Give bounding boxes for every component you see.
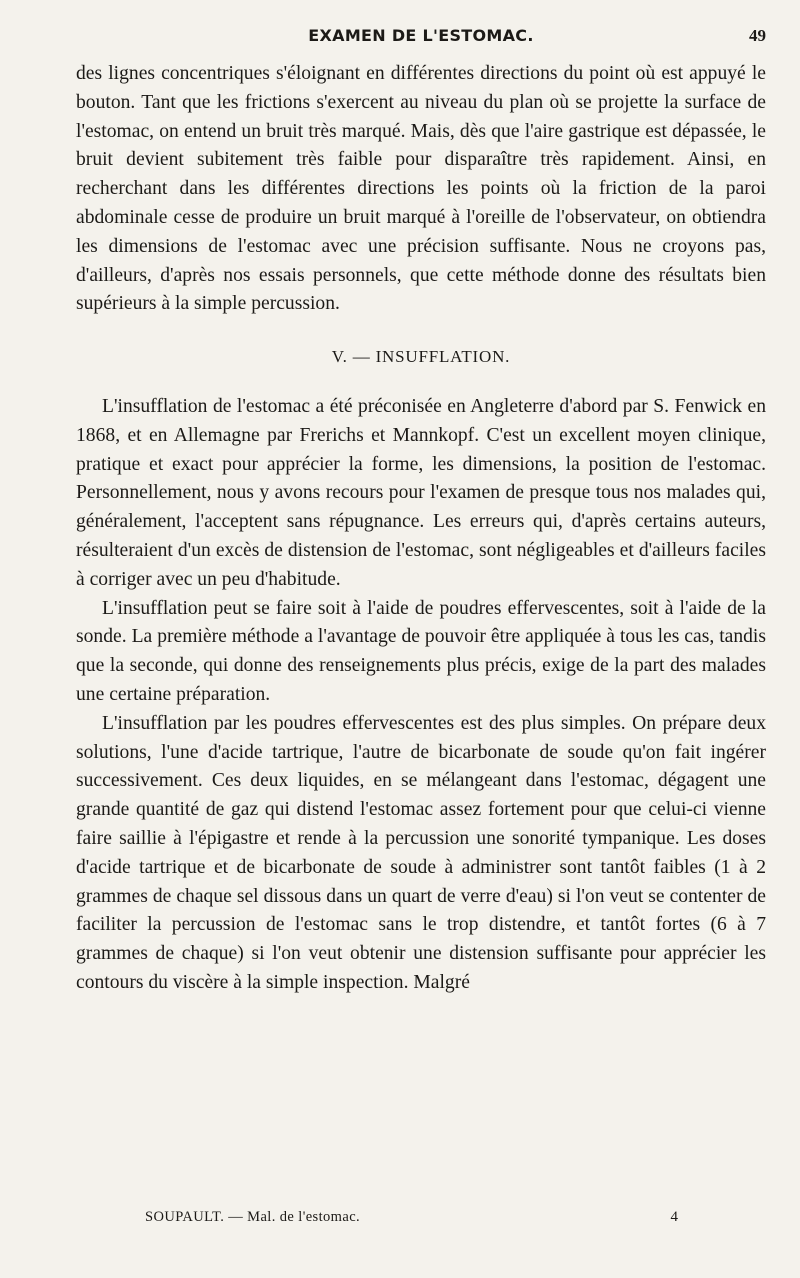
body-text (76, 60, 766, 998)
paragraph-insufflation-methods: L'insufflation peut se faire soit à l'aide de poudres effervescentes, soit à l'aide de la sonde. La première méthode a l'avantage de pouvoir être appliquée à tous les cas, tandis que la seconde, qui donne des renseignements plus précis, exige de la part des malades une certaine préparation. (76, 597, 766, 705)
sheet-mark: 4 (670, 1209, 678, 1225)
running-title: EXAMEN DE L'ESTOMAC. (308, 26, 534, 45)
paragraph-insufflation-history: L'insufflation de l'estomac a été préconisée en Angleterre d'abord par S. Fenwick en 1868, et en Allemagne par Frerichs et Mannkopf. C'est un excellent moyen clinique, pratique et exact pour apprécier la forme, les dimensions, la position de l'estomac. Personnellement, nous y avons recours pour l'examen de presque tous nos malades qui, généralement, l'acceptent sans répugnance. Les erreurs qui, d'après certains auteurs, résulteraient d'un excès de distension de l'estomac, sont négligeables et d'ailleurs faciles à corriger avec un peu d'habitude. (76, 395, 766, 590)
section-heading: V. — INSUFFLATION. (331, 347, 511, 367)
paragraph-continued: des lignes concentriques s'éloignant en différentes directions du point où est appuyé le bouton. Tant que les frictions s'exercent au niveau du plan où se projette la surface de l'estomac, on entend un bruit très marqué. Mais, dès que l'aire gastrique est dépassée, le bruit devient subitement très faible pour disparaître très rapidement. Ainsi, en recherchant dans les différentes directions les points où la friction de la paroi abdominale cesse de produire un bruit marqué à l'oreille de l'observateur, on obtiendra les dimensions de l'estomac avec une précision suffisante. Nous ne croyons pas, d'ailleurs, d'après nos essais personnels, que cette méthode donne des résultats bien supérieurs à la simple percussion. (76, 63, 766, 315)
paragraph-effervescent-powders: L'insufflation par les poudres effervescentes est des plus simples. On prépare deux solutions, l'une d'acide tartrique, l'autre de bicarbonate de soude qu'on fait ingérer successivement. Ces deux liquides, en se mélangeant dans l'estomac, dégagent une grande quantité de gaz qui distend l'estomac assez fortement pour que celui-ci vienne faire saillie à l'épigastre et rende à la percussion une sonorité tympanique. Les doses d'acide tartrique et de bicarbonate de soude à administrer sont tantôt faibles (1 à 2 grammes de chaque sel dissous dans un quart de verre d'eau) si l'on veut se contenter de faciliter la percussion de l'estomac sans le trop distendre, et tantôt fortes (6 à 7 grammes de chaque) si l'on veut obtenir une distension suffisante pour apprécier les contours du viscère à la simple inspection. Malgré (76, 712, 766, 993)
page-number: 49 (749, 26, 766, 45)
running-head (76, 26, 766, 56)
footer-signature: SOUPAULT. — Mal. de l'estomac. (145, 1209, 361, 1225)
